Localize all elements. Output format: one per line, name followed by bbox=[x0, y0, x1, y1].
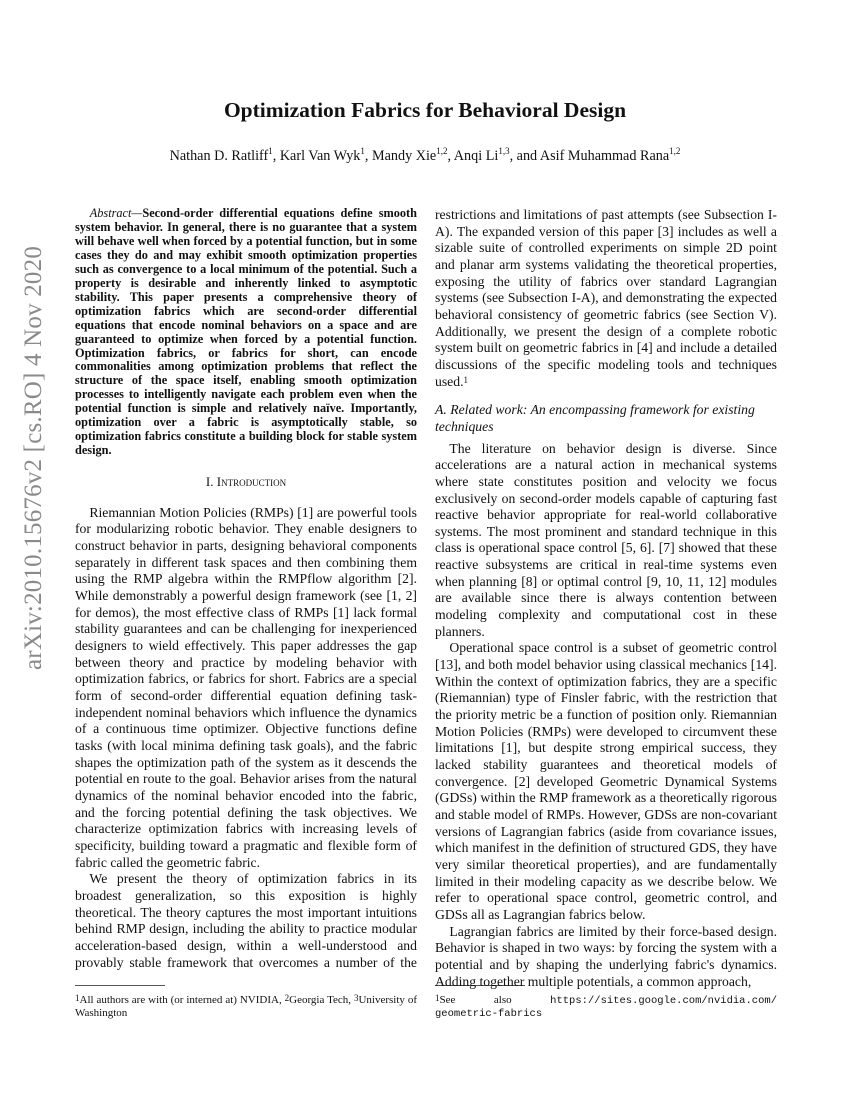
paper-title: Optimization Fabrics for Behavioral Design bbox=[223, 98, 627, 122]
footnote-url[interactable]: geometric-fabrics bbox=[435, 1008, 543, 1020]
author-affiliation: 1 bbox=[268, 146, 273, 156]
continued-text: restrictions and limitations of past attempts (see Subsection I-A). The expanded version of this paper [3] includes as well a sizable suite of controlled experiments on simple 2D point and planar arm systems validating the theoretical properties, exposing the utility of fabrics over standard Lagrangian systems (see Subsection I-A), and demonstrating the expected behavioral consistency of geometric fabrics (see Section V). Additionally, we present the design of a complete robotic system built on geometric fabrics in [4] and include a detailed discussions of the specific modeling tools and techniques used. bbox=[435, 207, 777, 389]
author-affiliation: 1,3 bbox=[498, 146, 510, 156]
footnote-mark: 1 bbox=[463, 374, 469, 385]
right-column-flow bbox=[435, 207, 777, 990]
paragraph: Lagrangian fabrics are limited by their force-based design. Behavior is shaped in two ways: by forcing the system with a potential and by shaping the underlying fabric's dynamics. Adding together multiple potentials, a common approach, bbox=[435, 923, 777, 989]
left-column bbox=[75, 207, 417, 971]
author-name: Mandy Xie bbox=[371, 148, 437, 164]
author-name: Nathan D. Ratliff bbox=[169, 148, 269, 164]
abstract: Abstract—Second-order differential equations define smooth system behavior. In general, there is no guarantee that a system will behave well when forced by a potential function, but in some cases they do and may exhibit smooth optimization properties such as convergence to a local minimum of the potential. Such a property is desirable and inherently linked to asymptotic stability. This paper presents a comprehensive theory of optimization fabrics which are second-order differential equations that encode nominal behaviors on a space and are guaranteed to optimize when forced by a potential function. Optimization fabrics, or fabrics for short, can encode commonalities among optimization problems that reflect the structure of the space itself, enabling smooth optimization processes to intelligently navigate each problem even when the potential function is simple and relatively naïve. Importantly, optimization over a fabric is asymptotically stable, so optimization fabrics constitute a building block for stable system design. bbox=[75, 206, 417, 458]
author-name: Anqi Li bbox=[453, 148, 499, 164]
section-heading-introduction: I. Introduction bbox=[205, 474, 287, 490]
paragraph: We present the theory of optimization fabrics in its broadest generalization, so this exposition is highly theoretical. The theory captures the most important intuitions behind RMP design, including the ability to practice modular acceleration-based design, within a well-understood and provably stable framework that overcomes a number of the bbox=[75, 871, 417, 970]
paragraph: Riemannian Motion Policies (RMPs) [1] are powerful tools for modularizing robotic behavior. They enable designers to construct behavior in parts, designing behavioral components separately in different task spaces and then combining them using the RMP algebra within the RMPflow algorithm [2]. While demonstrably a powerful design framework (see [1, 2] for demos), the most effective class of RMPs [1] lack formal stability guarantees and can be challenging for inexperienced designers to wield effectively. This paper addresses the gap between theory and practice by modeling behavior with optimization fabrics, or fabrics for short. Fabrics are a special form of second-order differential equation defining task-independent nominal behaviors which influence the dynamics of a continuous time optimizer. Objective functions define tasks (with local minima defining task goals), and the fabric shapes the optimization path of the system as it descends the potential en route to the goal. Behavior arises from the natural dynamics of the nominal behavior encoded into the fabric, and the forcing potential defining the task objectives. We characterize optimization fabrics with increasing levels of specificity, building toward a pragmatic and flexible form of fabric called the geometric fabric. bbox=[75, 504, 417, 870]
paragraph: Operational space control is a subset of geometric control [13], and both model behavior using classical mechanics [14]. Within the context of optimization fabrics, they are a specific (Riemannian) type of Finsler fabric, with the restriction that the priority metric be a function of position only. Riemannian Motion Policies (RMPs) were developed to circumvent these limitations [1], but despite strong empirical success, they lacked stability guarantees and theoretical models of convergence. [2] developed Geometric Dynamical Systems (GDSs) within the RMP framework as a theoretically rigorous and stable model of RMPs. However, GDSs are non-covariant versions of Lagrangian fabrics (aside from covariance issues, which manifest in the definition of structured GDS, they have very similar theoretical properties), and are fundamentally limited in their modeling capacity as we describe below. We refer to operational space control, geometric control, and GDSs all as Lagrangian fabrics below. bbox=[435, 640, 777, 922]
footnote-rule bbox=[75, 985, 165, 986]
footnote-link: $^1$See also https://sites.google.com/nvidia.com/ geometric-fabrics bbox=[435, 993, 777, 1020]
footnote-affiliations: $^1$All authors are with (or interned at) NVIDIA, $^2$Georgia Tech, $^3$University of Washington bbox=[75, 993, 417, 1019]
paragraph: The literature on behavior design is diverse. Since accelerations are a natural action in mechanical systems where state constitutes position and velocity we focus exclusively on second-order models capable of capturing fast reactive behavior appropriate for real-world collaborative systems. The most prominent and standard technique in this class is operational space control [5, 6]. [7] showed that these reactive subsystems are critical in real-time systems even when planning [8] or optimal control [9, 10, 11, 12] modules are available since there is always contention between modeling complexity and computational cost in these planners. bbox=[435, 440, 777, 639]
arxiv-watermark bbox=[6, 245, 62, 670]
author-affiliation: 1 bbox=[360, 146, 365, 156]
author-list: Nathan D. Ratliff$^1$, Karl Van Wyk$^1$, Mandy Xie$^{1,2}$, Anqi Li$^{1,3}$, and Asif Muhammad Rana$^{1,2}$ bbox=[169, 146, 681, 164]
author-affiliation: 1,2 bbox=[669, 146, 681, 156]
subsection-heading: A. Related work: An encompassing framework for existing techniques bbox=[435, 402, 755, 434]
author-name: Karl Van Wyk bbox=[279, 148, 361, 164]
abstract-body: Second-order differential equations define smooth system behavior. In general, there is no guarantee that a system will behave well when forced by a potential function, but in some cases they do and may exhibit smooth optimization properties such as convergence to a local minimum of the potential. Such a property is desirable and inherently linked to asymptotic stability. This paper presents a comprehensive theory of optimization fabrics which are second-order differential equations that encode nominal behaviors on a space and are guaranteed to optimize when forced by a potential function. Optimization fabrics, or fabrics for short, can encode commonalities among optimization problems that reflect the structure of the space itself, enabling smooth optimization processes to intelligently navigate each problem even when the potential function is simple and relatively naïve. Importantly, optimization over a fabric is asymptotically stable, so optimization fabrics constitute a building block for stable system design. bbox=[75, 206, 417, 458]
author-affiliation: 1,2 bbox=[436, 146, 448, 156]
author-name: Asif Muhammad Rana bbox=[539, 148, 670, 164]
paragraph-continued bbox=[435, 207, 777, 390]
arxiv-id: arXiv:2010.15676v2 [cs.RO] 4 Nov 2020 bbox=[20, 245, 47, 670]
abstract-label: Abstract bbox=[89, 206, 132, 220]
footnote-url[interactable]: https://sites.google.com/nvidia.com/ bbox=[550, 995, 777, 1007]
